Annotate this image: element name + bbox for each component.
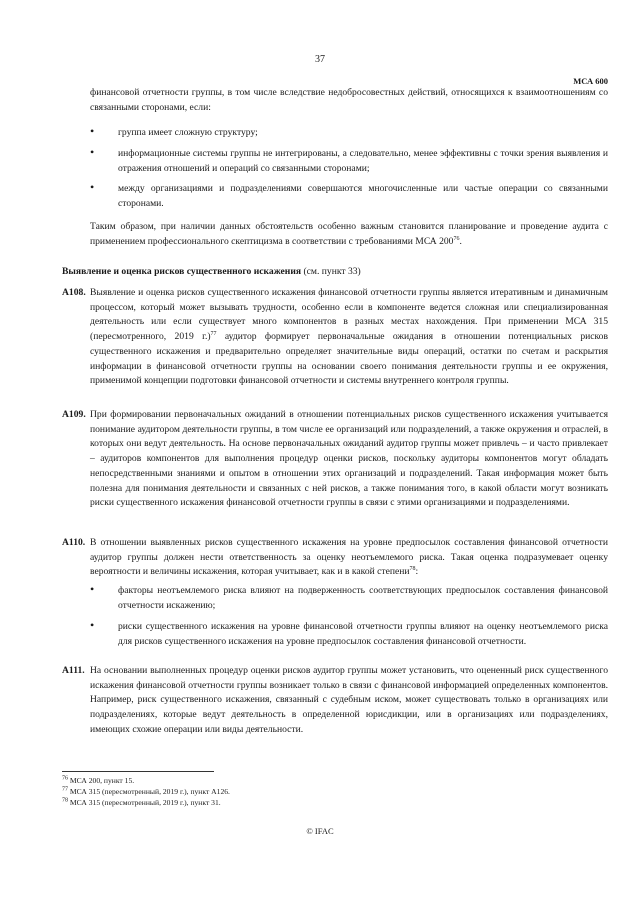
bullet-icon: • [90, 618, 95, 632]
intro-bullet-3: между организациями и подразделениями совершаются многочисленные или частые операции со связанными сторонами. [118, 183, 608, 209]
paragraph-label-a108: A108. [62, 287, 86, 298]
bullet-icon: • [90, 145, 95, 159]
paragraph-label-a111: A111. [62, 665, 85, 676]
footnote-76: $^{76}$ МСА 200, пункт 15. [62, 775, 135, 785]
intro-bullet-2: информационные системы группы не интегрированы, а следовательно, менее эффективны с точки зрения выявления и отражения отношений и операций со связанными сторонами; [118, 148, 608, 174]
intro-continuation: финансовой отчетности группы, в том числе вследствие недобросовестных действий, относящихся к взаимоотношениям со связанными сторонами, если: [90, 87, 608, 113]
section-heading [62, 266, 608, 277]
paragraph-a111: На основании выполненных процедур оценки рисков аудитор группы может установить, что оцененный риск существенного искажения финансовой отчетности группы возникает только в связи с финансовой информацией определенных компонентов. Например, риск существенного искажения, связанный с судебным иском, может существовать только в организациях или подразделениях, которые ведут деятельность в определенной юрисдикции, или в организациях или подразделениях, имеющих схожие операции или виды деятельности. [90, 665, 608, 735]
footnote-separator [62, 771, 214, 772]
bullet-icon: • [90, 180, 95, 194]
section-title: Выявление и оценка рисков существенного искажения [62, 266, 302, 277]
paragraph-a110: В отношении выявленных рисков существенного искажения на уровне предпосылок составления финансовой отчетности аудитор группы должен нести ответственность за оценку неотъемлемого риска. Такая оценка подразумевает оценку вероятности и величины искажения, которая учитывает, как и в какой степени$^{78}$: [90, 537, 608, 578]
footnote-ref-76: 76 [453, 235, 460, 242]
footnote-77: $^{77}$ МСА 315 (пересмотренный, 2019 г.), пункт A126. [62, 786, 230, 796]
intro-conclusion: Таким образом, при наличии данных обстоятельств особенно важным становится планирование и проведение аудита с применением профессионального скептицизма в соответствии с требованиями МСА $200^{76}$. [90, 221, 608, 247]
page-number: 37 [315, 54, 325, 65]
paragraph-a109: При формировании первоначальных ожиданий в отношении потенциальных рисков существенного искажения учитывается понимание аудитором деятельности группы, в том числе ее организаций или подразделений, а также окружения и отраслей, в которых они ведут деятельность. На основе первоначальных ожиданий аудитор группы может привлечь – и часто привлекает – аудиторов компонентов для выполнения процедур оценки рисков, поскольку аудиторы компонентов могут обладать непосредственными знаниями и опытом в отношении этих организаций и подразделений. Такая информация может быть полезна для понимания деятельности и связанных с ней рисков, а также понимания того, в какой области могут возникать риски существенного искажения финансовой отчетности группы в связи с этими организациями и подразделениями. [90, 409, 608, 509]
paragraph-a108: Выявление и оценка рисков существенного искажения финансовой отчетности группы является итеративным и динамичным процессом, который может вызывать трудности, особенно если в компоненте ведется сложная или специализированная деятельность или если существует много компонентов в разных местах нахождения. При применении МСА 315 (пересмотренного, 2019 г.)$^{77}$ аудитор формирует первоначальные ожидания в отношении потенциальных рисков существенного искажения и предварительно определяет значительные виды операций, остатки по счетам и раскрытия информации в финансовой отчетности группы на основании своего понимания деятельности группы и ее окружения, применимой концепции подготовки финансовой отчетности и системы внутреннего контроля группы. [90, 287, 609, 387]
section-ref: (см. пункт 33) [303, 266, 361, 277]
bullet-icon: • [90, 582, 95, 596]
footnote-ref-78: 78 [409, 566, 416, 573]
bullet-icon: • [90, 124, 95, 138]
copyright-footer: © IFAC [306, 826, 334, 836]
a110-bullet-1: факторы неотъемлемого риска влияют на подверженность соответствующих предпосылок составления финансовой отчетности искажению; [118, 585, 608, 611]
footnote-ref-77: 77 [210, 330, 217, 337]
a110-bullet-2: риски существенного искажения на уровне финансовой отчетности группы влияют на оценку неотъемлемого риска для рисков существенного искажения на уровне предпосылок составления финансовой отчетности. [118, 621, 608, 647]
intro-bullet-1: группа имеет сложную структуру; [118, 127, 258, 138]
paragraph-label-a109: A109. [62, 409, 86, 420]
footnote-78: $^{78}$ МСА 315 (пересмотренный, 2019 г.), пункт 31. [62, 797, 221, 807]
paragraph-label-a110: A110. [62, 537, 86, 548]
standard-label: МСА 600 [573, 76, 608, 86]
